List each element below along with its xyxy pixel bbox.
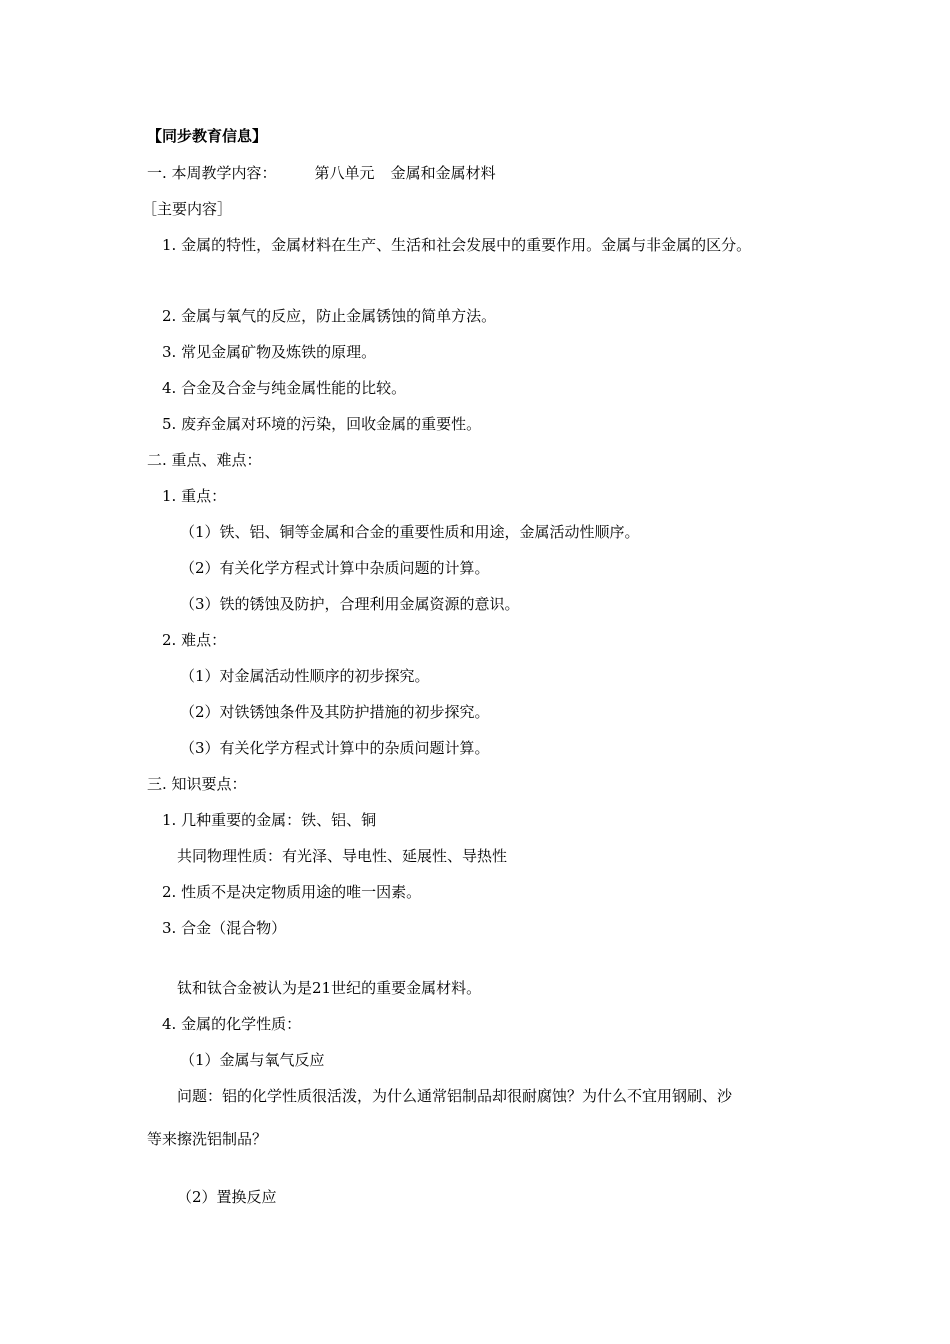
unit-number: 第八单元 <box>314 164 375 182</box>
physical-properties: 共同物理性质：有光泽、导电性、延展性、导热性 <box>177 847 508 865</box>
section-1-label: 一. 本周教学内容： <box>147 164 277 182</box>
key-point-3: （3）铁的锈蚀及防护，合理利用金属资源的意识。 <box>180 595 520 613</box>
difficult-point-3: （3）有关化学方程式计算中的杂质问题计算。 <box>180 739 490 757</box>
main-item-4: 4. 合金及合金与纯金属性能的比较。 <box>162 379 407 397</box>
key-point-2: （2）有关化学方程式计算中杂质问题的计算。 <box>180 559 490 577</box>
displacement-reaction-heading: （2）置换反应 <box>177 1188 277 1206</box>
knowledge-point-1: 1. 几种重要的金属：铁、铝、铜 <box>162 811 377 829</box>
document-header: 【同步教育信息】 <box>147 127 268 145</box>
question-line-1: 问题：铝的化学性质很活泼，为什么通常铝制品却很耐腐蚀？为什么不宜用钢刷、沙 <box>177 1087 733 1105</box>
section-1-title <box>147 163 496 183</box>
difficult-points-heading: 2. 难点： <box>162 631 227 649</box>
main-item-2: 2. 金属与氧气的反应，防止金属锈蚀的简单方法。 <box>162 307 497 325</box>
knowledge-point-3: 3. 合金（混合物） <box>162 919 287 937</box>
main-content-heading: ［主要内容］ <box>142 200 233 218</box>
knowledge-point-2: 2. 性质不是决定物质用途的唯一因素。 <box>162 883 422 901</box>
section-3-title: 三. 知识要点： <box>147 775 247 793</box>
main-item-5: 5. 废弃金属对环境的污染，回收金属的重要性。 <box>162 415 482 433</box>
difficult-point-1: （1）对金属活动性顺序的初步探究。 <box>180 667 430 685</box>
key-points-heading: 1. 重点： <box>162 487 227 505</box>
oxygen-reaction-heading: （1）金属与氧气反应 <box>180 1051 325 1069</box>
main-item-1: 1. 金属的特性，金属材料在生产、生活和社会发展中的重要作用。金属与非金属的区分。 <box>162 236 752 254</box>
titanium-note: 钛和钛合金被认为是21世纪的重要金属材料。 <box>177 979 482 997</box>
question-line-2: 等来擦洗铝制品？ <box>147 1130 268 1148</box>
unit-title: 金属和金属材料 <box>390 164 496 182</box>
key-point-1: （1）铁、铝、铜等金属和合金的重要性质和用途，金属活动性顺序。 <box>180 523 640 541</box>
knowledge-point-4: 4. 金属的化学性质： <box>162 1015 302 1033</box>
difficult-point-2: （2）对铁锈蚀条件及其防护措施的初步探究。 <box>180 703 490 721</box>
section-2-title: 二. 重点、难点： <box>147 451 262 469</box>
main-item-3: 3. 常见金属矿物及炼铁的原理。 <box>162 343 377 361</box>
